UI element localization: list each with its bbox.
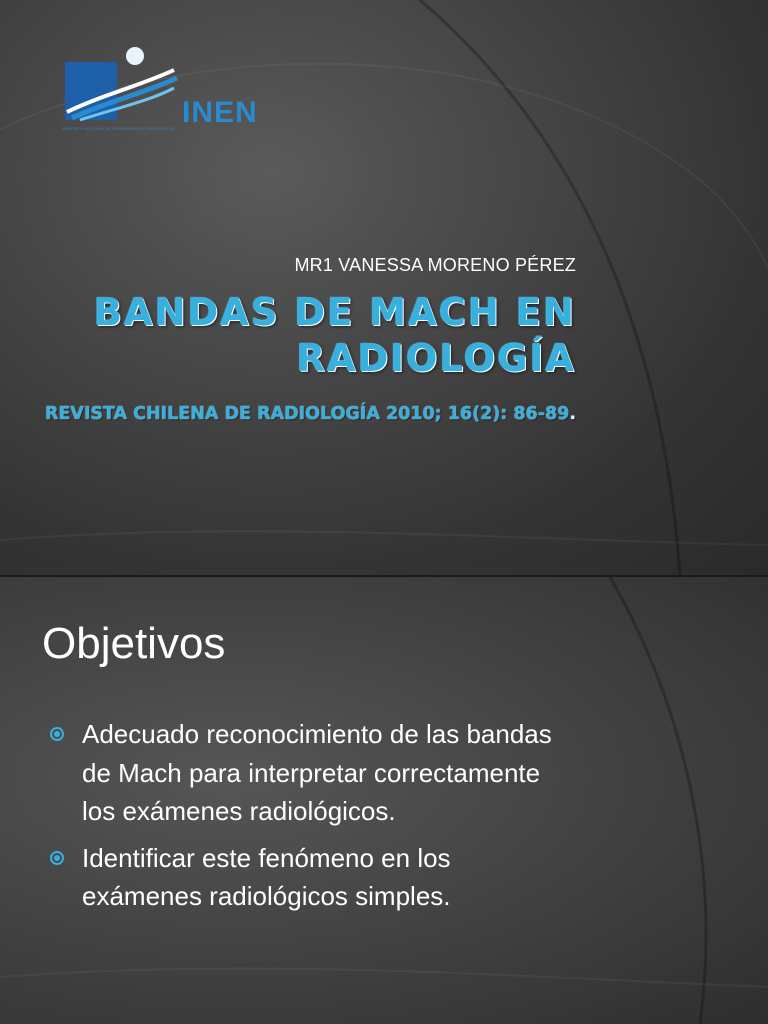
presentation-title: BANDAS DE MACH EN RADIOLOGÍA bbox=[93, 291, 576, 380]
objectives-slide bbox=[0, 577, 768, 1024]
objectives-list bbox=[50, 715, 570, 924]
presentation-subtitle bbox=[36, 392, 576, 437]
slide-heading: Objetivos bbox=[42, 619, 226, 668]
author-name: MR1 VANESSA MORENO PÉREZ bbox=[294, 255, 576, 275]
citation-end-mark: . bbox=[569, 404, 576, 424]
list-item bbox=[50, 715, 570, 831]
citation-text: REVISTA CHILENA DE RADIOLOGÍA 2010; 16(2): 86-89 bbox=[44, 404, 570, 424]
inen-logo bbox=[62, 40, 258, 135]
bullet-circle-icon bbox=[50, 727, 64, 741]
bullet-text: Identificar este fenómeno en los exámenes radiológicos simples. bbox=[82, 842, 451, 911]
logo-subtitle: INSTITUTO NACIONAL DE ENFERMEDADES NEOPLÁSICAS bbox=[62, 126, 175, 131]
bullet-circle-icon bbox=[50, 851, 64, 865]
logo-text: INEN bbox=[182, 96, 258, 129]
list-item bbox=[50, 839, 570, 916]
bullet-text: Adecuado reconocimiento de las bandas de Mach para interpretar correctamente los exámenes radiológicos. bbox=[82, 719, 552, 826]
